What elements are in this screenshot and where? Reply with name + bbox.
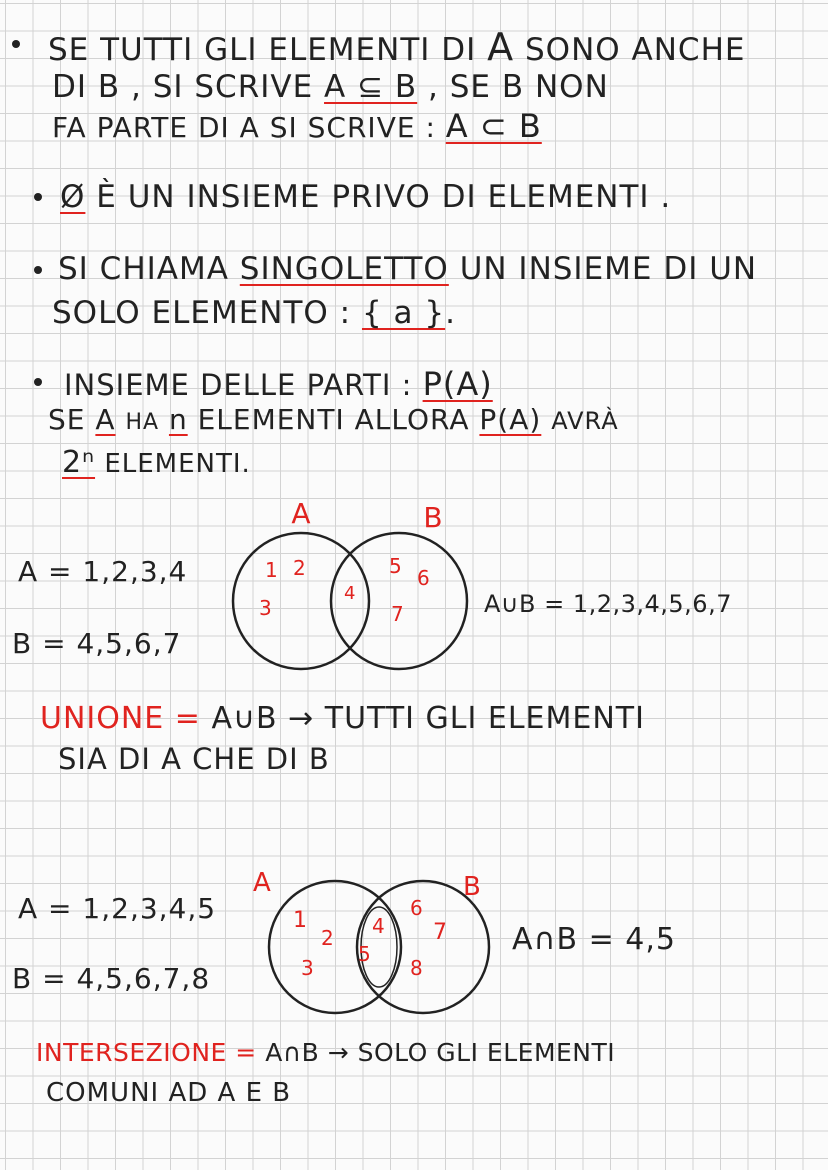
intersection-definition [36, 1040, 615, 1065]
intersection-venn-diagram [245, 865, 505, 1035]
bullet4-power-set-2: P(A) [479, 403, 542, 436]
bullet4-line2-e: ELEMENTI ALLORA [197, 403, 470, 436]
bullet4-line2-c: HA [125, 410, 160, 435]
union-term: UNIONE = [40, 701, 201, 736]
intersection-result: A∩B = 4,5 [512, 922, 676, 957]
intersection-set-a: A = 1,2,3,4,5 [18, 892, 217, 925]
union-label-b: B [423, 501, 443, 534]
union-definition [40, 701, 645, 736]
intersection-label-b: B [463, 872, 481, 902]
bullet4-line2 [48, 403, 619, 436]
bullet-dot-2 [34, 193, 42, 201]
intersection-element: 3 [301, 956, 314, 980]
union-label-a: A [291, 497, 311, 530]
bullet1-subset-formula: A ⊆ B [324, 69, 418, 105]
bullet1-line1-pre: SE TUTTI GLI ELEMENTI DI [48, 32, 477, 68]
empty-set-symbol: Ø [60, 179, 86, 215]
intersection-element: 2 [321, 926, 334, 950]
union-def-text: A∪B → TUTTI GLI ELEMENTI [211, 701, 645, 736]
bullet3-line2-pre: SOLO ELEMENTO : [52, 295, 352, 331]
bullet3-line2 [52, 295, 456, 331]
intersection-element: 1 [293, 908, 307, 933]
intersection-element: 5 [358, 942, 371, 966]
intersection-circle-a [269, 881, 401, 1013]
union-set-a: A = 1,2,3,4 [18, 555, 188, 588]
intersection-definition-line2: COMUNI AD A E B [46, 1078, 292, 1108]
intersection-element: 4 [372, 914, 385, 938]
bullet1-proper-subset-formula: A ⊂ B [445, 107, 542, 145]
singleton-formula: { a } [361, 295, 446, 331]
intersection-set-b: B = 4,5,6,7,8 [12, 962, 211, 995]
intersection-element: 7 [433, 920, 447, 945]
bullet4-line1-pre: INSIEME DELLE PARTI : [64, 368, 413, 402]
bullet4-n: n [168, 403, 188, 436]
union-element: 6 [417, 566, 430, 590]
bullet1-line3 [52, 107, 542, 145]
union-element: 5 [389, 554, 402, 578]
union-definition-line2: SIA DI A CHE DI B [58, 742, 330, 776]
bullet4-line2-g: AVRÀ [551, 407, 619, 435]
union-element: 7 [391, 602, 404, 626]
bullet1-line2 [52, 69, 609, 105]
intersection-label-a: A [253, 868, 271, 898]
bullet-dot-4 [34, 378, 42, 386]
union-result: A∪B = 1,2,3,4,5,6,7 [484, 590, 732, 618]
intersection-element: 6 [410, 896, 423, 920]
intersection-def-text: A∩B → SOLO GLI ELEMENTI [265, 1038, 616, 1067]
bullet1-line2-pre: DI B , SI SCRIVE [52, 69, 314, 105]
bullet3-line2-post: . [445, 295, 456, 331]
bullet3-line1-pre: SI CHIAMA [58, 251, 229, 287]
bullet2-text: È UN INSIEME PRIVO DI ELEMENTI . [96, 179, 672, 215]
bullet-dot-3 [34, 266, 42, 274]
power-set-formula: P(A) [422, 365, 493, 403]
bullet1-line2-post: , SE B NON [428, 69, 609, 105]
intersection-element: 8 [410, 956, 423, 980]
intersection-term: INTERSEZIONE = [36, 1038, 257, 1067]
singoletto-term: SINGOLETTO [239, 251, 449, 287]
bullet3-line1-post: UN INSIEME DI UN [459, 251, 758, 287]
union-element: 1 [265, 558, 278, 582]
bullet1-line1-a: A [487, 25, 515, 69]
bullet4-set-a: A [95, 403, 116, 436]
bullet-dot-1 [12, 40, 20, 48]
union-venn-diagram [225, 495, 485, 695]
union-element: 3 [259, 596, 272, 620]
bullet1-line3-pre: FA PARTE DI A SI SCRIVE : [52, 111, 436, 144]
bullet1-line1 [48, 25, 746, 69]
bullet1-line1-post: SONO ANCHE [525, 32, 746, 68]
bullet3-line1 [58, 251, 758, 287]
bullet4-line2-a: SE [48, 403, 86, 436]
union-element: 4 [344, 583, 356, 604]
bullet4-power-formula: 2ⁿ [62, 445, 96, 480]
bullet4-line3-post: ELEMENTI. [104, 449, 251, 479]
bullet2-line [60, 179, 672, 215]
bullet4-line1 [64, 365, 493, 403]
union-set-b: B = 4,5,6,7 [12, 627, 182, 660]
bullet4-line3 [62, 445, 251, 480]
union-element: 2 [293, 556, 306, 580]
